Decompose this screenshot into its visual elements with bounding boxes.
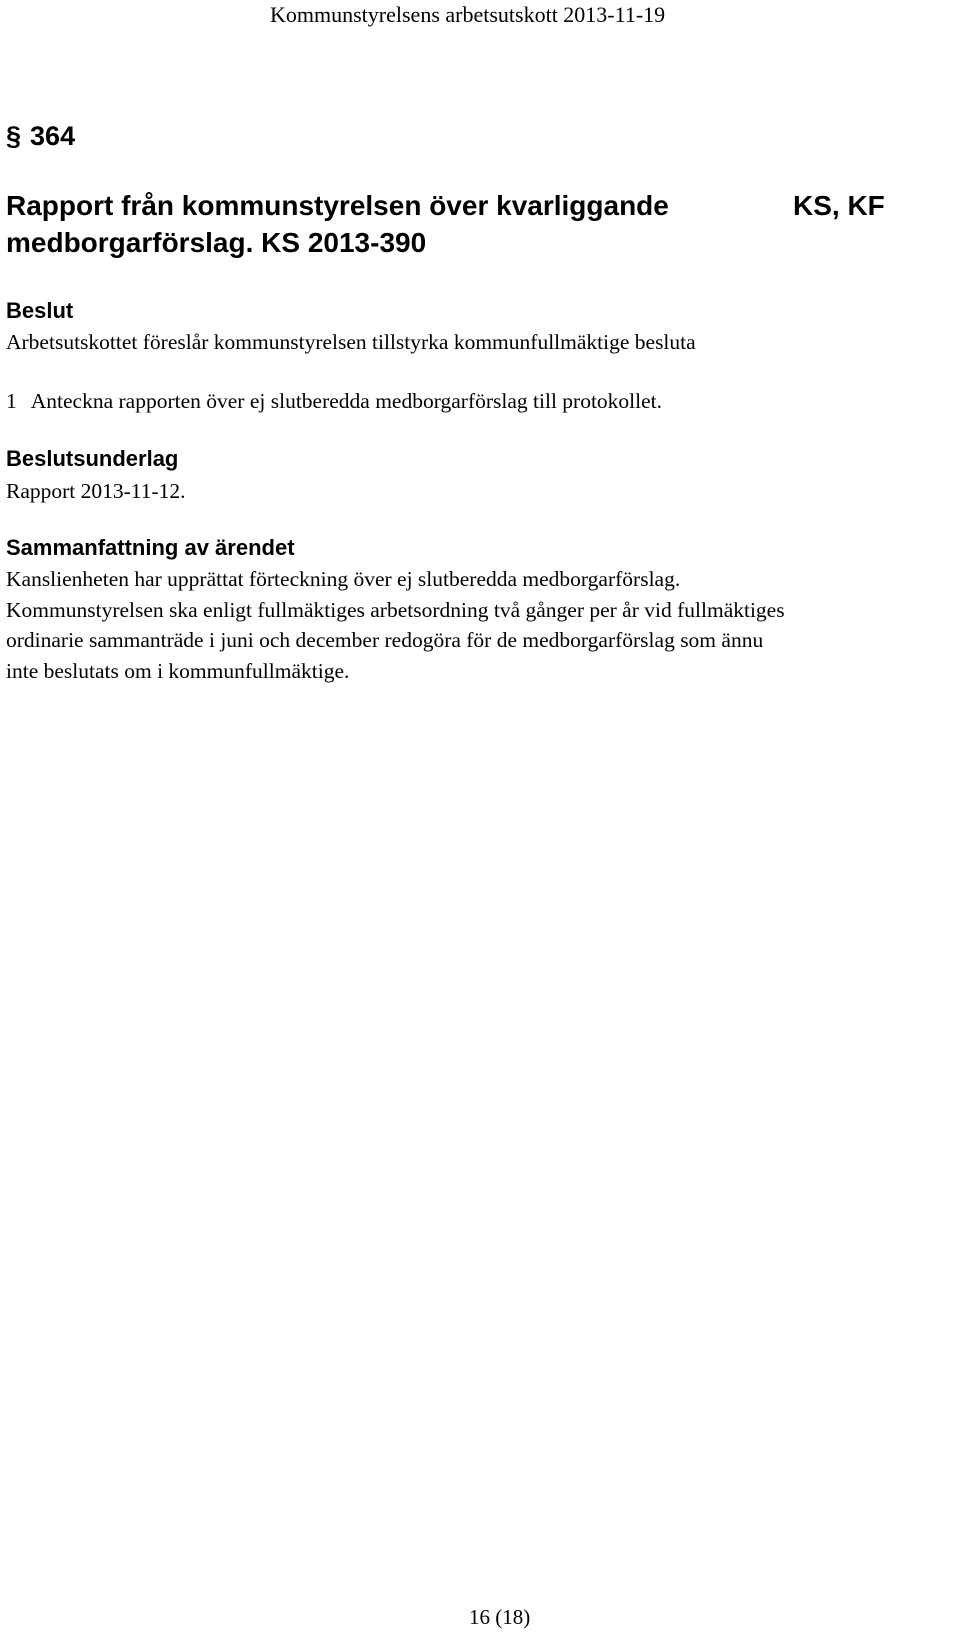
- section-number-value: 364: [30, 121, 76, 151]
- summary-line: inte beslutats om i kommunfullmäktige.: [6, 659, 350, 683]
- summary-line: Kanslienheten har upprättat förteckning över ej slutberedda medborgarförslag.: [6, 567, 681, 591]
- recipients: KS, KF: [793, 190, 885, 221]
- summary-line: ordinarie sammanträde i juni och december redogöra för de medborgarförslag som ännu: [6, 628, 764, 652]
- item-title-line-1: Rapport från kommunstyrelsen över kvarliggande: [6, 190, 669, 221]
- beslut-intro: Arbetsutskottet föreslår kommunstyrelsen tillstyrka kommunfullmäktige besluta: [6, 330, 696, 354]
- running-header: Kommunstyrelsens arbetsutskott 2013-11-19: [270, 2, 666, 27]
- section-number: [6, 121, 75, 152]
- page-number: 16 (18): [469, 1605, 531, 1629]
- beslutsunderlag-heading: Beslutsunderlag: [6, 446, 179, 471]
- list-item-text: Anteckna rapporten över ej slutberedda medborgarförslag till protokollet.: [30, 389, 663, 413]
- section-symbol: §: [6, 121, 22, 151]
- item-title-line-2: medborgarförslag. KS 2013-390: [6, 227, 427, 258]
- beslutsunderlag-text: Rapport 2013-11-12.: [6, 479, 186, 503]
- sammanfattning-heading: Sammanfattning av ärendet: [6, 535, 295, 560]
- beslut-heading: Beslut: [6, 298, 74, 323]
- list-item-number: 1: [6, 389, 17, 413]
- summary-line: Kommunstyrelsen ska enligt fullmäktiges arbetsordning två gånger per år vid fullmäktiges: [6, 598, 785, 622]
- beslut-list-item: [6, 389, 662, 414]
